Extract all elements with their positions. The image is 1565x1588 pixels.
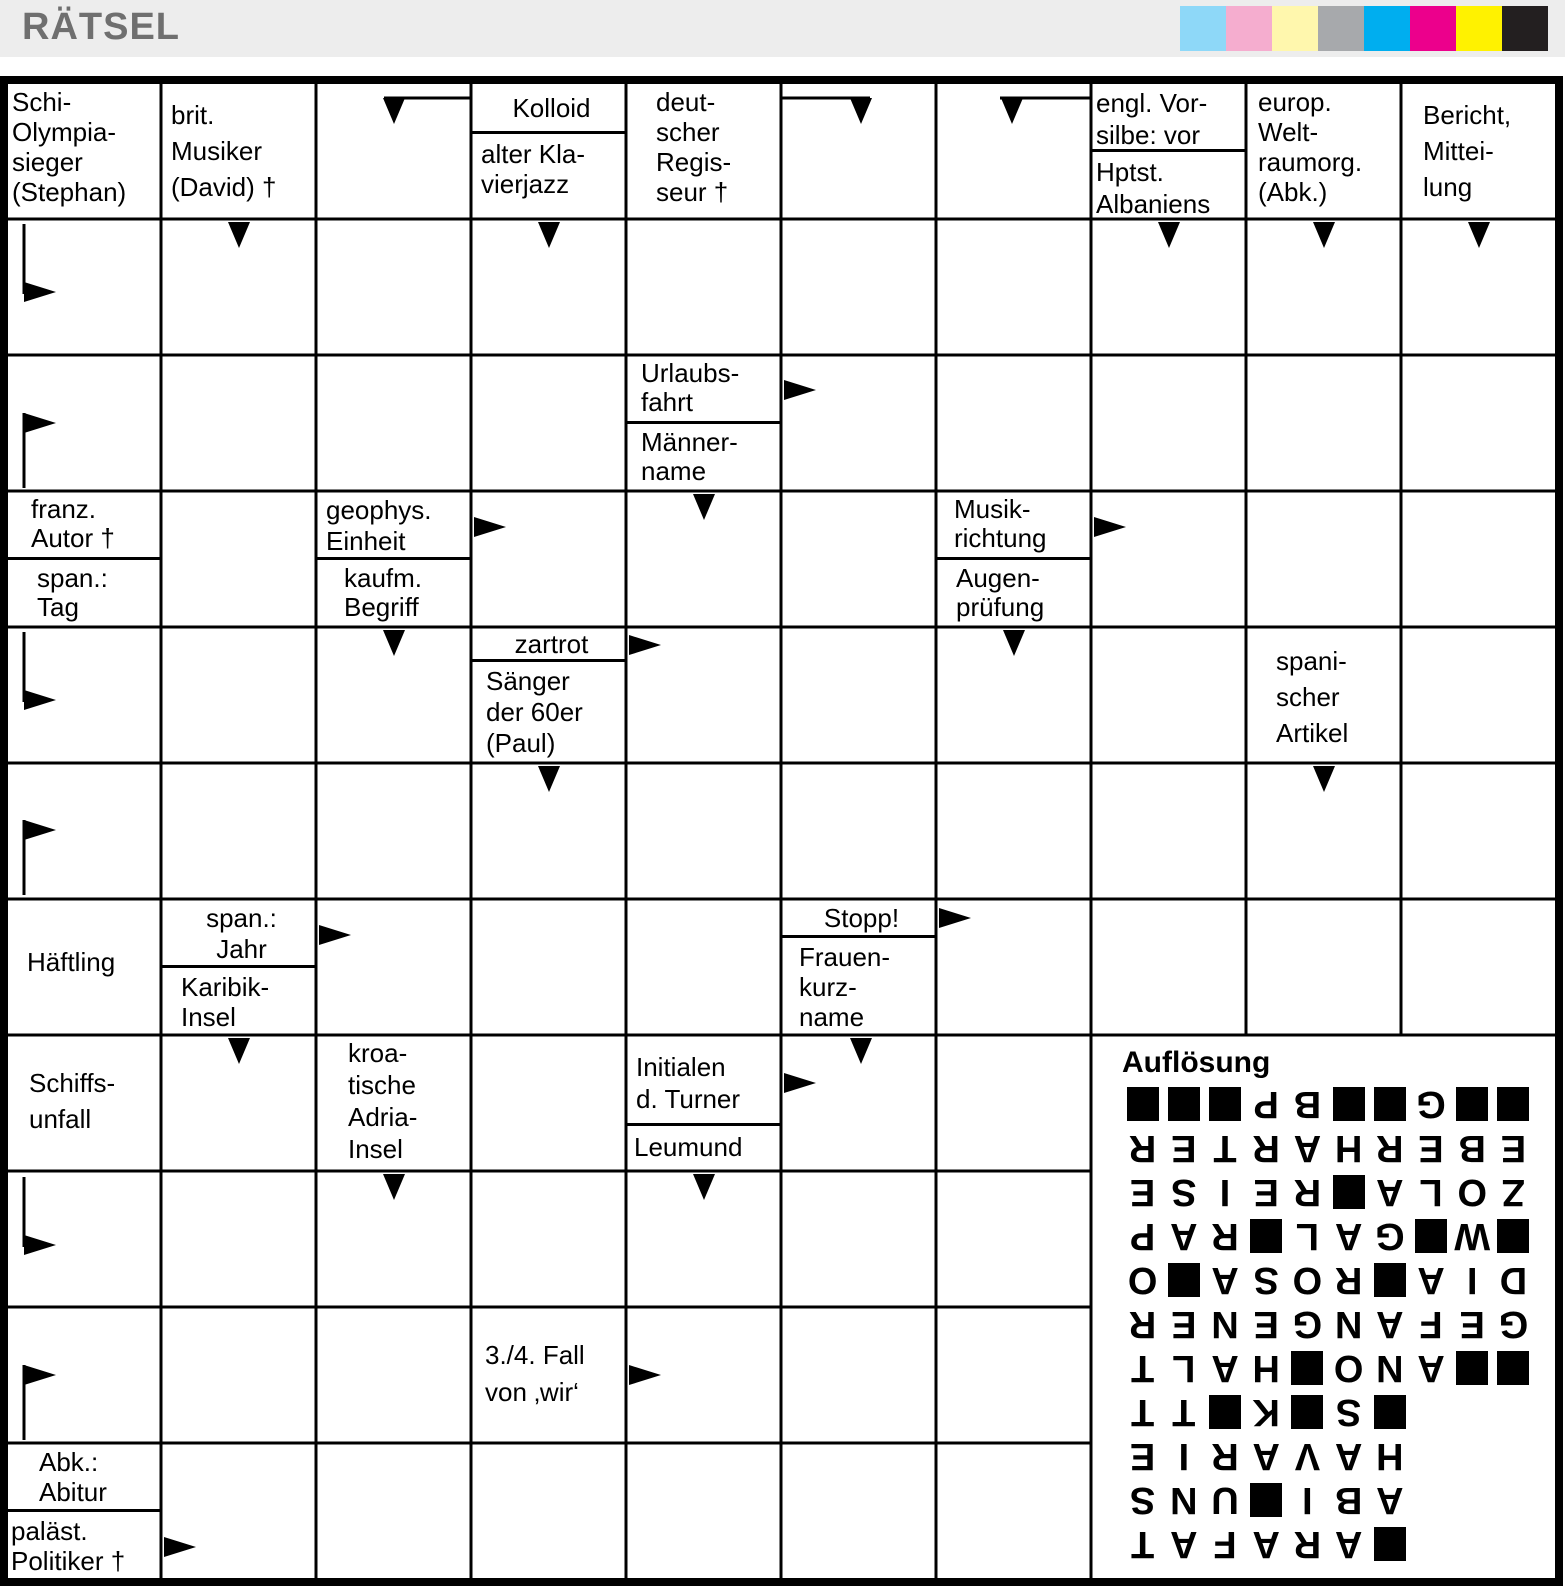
solution-letter: E bbox=[1129, 1435, 1156, 1478]
arrow-right-icon bbox=[784, 380, 816, 400]
solution-letter: K bbox=[1252, 1391, 1280, 1434]
solution-block-fill bbox=[1209, 1395, 1241, 1429]
solution-block-fill bbox=[1333, 1175, 1365, 1209]
clue-c4_7a: Initialen d. Turner bbox=[636, 1052, 741, 1114]
clue-c4_2a: Urlaubs- fahrt bbox=[641, 359, 740, 417]
solution-block-fill bbox=[1374, 1263, 1406, 1297]
solution-letter: N bbox=[1334, 1303, 1363, 1346]
solution-letter: A bbox=[1376, 1171, 1404, 1214]
solution-row bbox=[1122, 1522, 1534, 1566]
solution-letter: O bbox=[1333, 1347, 1364, 1390]
arrow-down-icon bbox=[538, 222, 560, 248]
solution-block bbox=[1246, 1478, 1287, 1522]
solution-block bbox=[1452, 1346, 1493, 1390]
solution-row bbox=[1122, 1346, 1534, 1390]
solution-empty bbox=[1452, 1390, 1493, 1434]
solution-letter: Z bbox=[1501, 1171, 1526, 1214]
solution-letter: P bbox=[1253, 1083, 1279, 1126]
arrow-right-icon bbox=[1094, 517, 1126, 537]
arrow-down-right-icon bbox=[24, 690, 56, 710]
solution-letter: E bbox=[1459, 1303, 1485, 1346]
solution-letter: G bbox=[1498, 1303, 1529, 1346]
solution-block-fill bbox=[1291, 1351, 1323, 1385]
clue-c3_0a: Kolloid bbox=[512, 93, 591, 123]
solution-letter: D bbox=[1499, 1259, 1528, 1302]
solution-block bbox=[1204, 1390, 1245, 1434]
solution-letter: A bbox=[1376, 1479, 1404, 1522]
solution-letter: T bbox=[1213, 1127, 1237, 1170]
solution-letter: T bbox=[1130, 1523, 1155, 1566]
solution-letter: E bbox=[1500, 1127, 1527, 1170]
arrow-right-down-icon bbox=[850, 98, 872, 124]
clue-c7_0a: engl. Vor- silbe: vor bbox=[1096, 88, 1208, 149]
solution-letter: E bbox=[1418, 1127, 1444, 1170]
solution-block-fill bbox=[1333, 1087, 1365, 1121]
clue-c8_0: europ. Welt- raumorg. (Abk.) bbox=[1258, 87, 1363, 207]
solution-letter: L bbox=[1295, 1215, 1319, 1258]
arrow-down-icon bbox=[1003, 630, 1025, 656]
solution-title: Auflösung bbox=[1122, 1046, 1271, 1079]
solution-letter: P bbox=[1129, 1215, 1156, 1258]
clue-c3_4b: Sänger der 60er (Paul) bbox=[486, 666, 583, 758]
arrow-down-icon bbox=[850, 1038, 872, 1064]
clue-c8_4: spani- scher Artikel bbox=[1276, 646, 1349, 748]
solution-letter: B bbox=[1334, 1479, 1363, 1522]
arrow-down-icon bbox=[693, 1174, 715, 1200]
solution-block-fill bbox=[1497, 1087, 1529, 1121]
solution-letter: A bbox=[1334, 1215, 1363, 1258]
arrow-down-icon bbox=[538, 766, 560, 792]
arrow-down-icon bbox=[1313, 766, 1335, 792]
solution-letter: F bbox=[1419, 1303, 1443, 1346]
clue-c5_6a: Stopp! bbox=[823, 903, 900, 933]
arrow-right-icon bbox=[629, 1365, 661, 1385]
solution-empty bbox=[1410, 1522, 1451, 1566]
clue-c1_6b: Karibik- Insel bbox=[181, 972, 270, 1032]
solution-letter: O bbox=[1127, 1259, 1158, 1302]
arrow-right-icon bbox=[474, 517, 506, 537]
solution-empty bbox=[1410, 1478, 1451, 1522]
arrow-down-icon bbox=[1468, 222, 1490, 248]
solution-letter: A bbox=[1334, 1435, 1363, 1478]
solution-letter: A bbox=[1417, 1347, 1445, 1390]
solution-letter: H bbox=[1334, 1127, 1363, 1170]
solution-letter: R bbox=[1293, 1523, 1322, 1566]
solution-letter: R bbox=[1334, 1259, 1363, 1302]
clue-c0_10b: paläst. Politiker † bbox=[11, 1516, 126, 1576]
solution-block bbox=[1163, 1258, 1204, 1302]
clue-divider bbox=[626, 1123, 781, 1126]
clue-divider bbox=[1091, 149, 1246, 152]
solution-letter: I bbox=[1219, 1171, 1231, 1214]
clue-divider bbox=[7, 1509, 162, 1512]
clue-c4_0: deut- scher Regis- seur † bbox=[656, 87, 732, 207]
solution-letter: A bbox=[1252, 1523, 1280, 1566]
solution-letter: E bbox=[1171, 1303, 1197, 1346]
arrow-down-icon bbox=[693, 494, 715, 520]
solution-grid bbox=[1122, 1085, 1534, 1566]
clue-c1_6a: span.: Jahr bbox=[206, 903, 277, 964]
solution-letter: U bbox=[1211, 1479, 1239, 1522]
solution-letter: I bbox=[1178, 1435, 1190, 1478]
clue-divider bbox=[161, 965, 316, 968]
solution-block bbox=[1328, 1082, 1369, 1126]
solution-empty bbox=[1493, 1522, 1534, 1566]
solution-letter: T bbox=[1172, 1391, 1196, 1434]
solution-row bbox=[1122, 1390, 1534, 1434]
solution-letter: O bbox=[1457, 1171, 1487, 1214]
clue-c0_3a: franz. Autor † bbox=[31, 495, 115, 553]
solution-letter: G bbox=[1416, 1083, 1446, 1126]
solution-letter: T bbox=[1130, 1347, 1155, 1390]
clue-c0_0: Schi- Olympia- sieger (Stephan) bbox=[12, 87, 127, 207]
solution-empty bbox=[1452, 1522, 1493, 1566]
solution-letter: A bbox=[1417, 1259, 1445, 1302]
clue-c4_7b: Leumund bbox=[634, 1132, 743, 1162]
solution-letter: A bbox=[1252, 1435, 1280, 1478]
solution-letter: N bbox=[1170, 1479, 1198, 1522]
clue-c6_3b: Augen- prüfung bbox=[956, 564, 1045, 622]
solution-letter: I bbox=[1466, 1259, 1478, 1302]
clue-c0_10a: Abk.: Abitur bbox=[39, 1447, 107, 1507]
solution-block bbox=[1493, 1082, 1534, 1126]
clue-divider bbox=[626, 421, 781, 424]
solution-letter: A bbox=[1334, 1523, 1363, 1566]
clue-divider bbox=[7, 557, 162, 560]
solution-block-fill bbox=[1374, 1527, 1406, 1561]
solution-empty bbox=[1410, 1390, 1451, 1434]
solution-block bbox=[1369, 1390, 1410, 1434]
arrow-down-icon bbox=[228, 222, 250, 248]
solution-letter: H bbox=[1376, 1435, 1404, 1478]
clue-c0_6: Häftling bbox=[27, 947, 116, 977]
solution-letter: W bbox=[1454, 1215, 1491, 1258]
solution-row bbox=[1122, 1126, 1534, 1170]
solution-block-fill bbox=[1374, 1395, 1406, 1429]
page-title: RÄTSEL bbox=[22, 6, 180, 48]
arrow-down-icon bbox=[383, 630, 405, 656]
clue-c1_0: brit. Musiker (David) † bbox=[171, 100, 277, 202]
arrow-right-icon bbox=[319, 925, 351, 945]
solution-empty bbox=[1493, 1434, 1534, 1478]
clue-divider bbox=[471, 131, 626, 134]
clue-divider bbox=[936, 557, 1091, 560]
clue-c3_4a: zartrot bbox=[514, 629, 589, 659]
solution-row bbox=[1122, 1478, 1534, 1522]
arrow-right-down-icon bbox=[383, 98, 405, 124]
clue-c6_3a: Musik- richtung bbox=[954, 495, 1047, 553]
arrow-down-icon bbox=[228, 1038, 250, 1064]
clue-c4_2b: Männer- name bbox=[641, 428, 738, 486]
solution-empty bbox=[1410, 1434, 1451, 1478]
clue-divider bbox=[781, 935, 936, 938]
solution-letter: N bbox=[1376, 1347, 1404, 1390]
solution-letter: A bbox=[1211, 1347, 1239, 1390]
solution-block bbox=[1204, 1082, 1245, 1126]
arrow-right-icon bbox=[939, 908, 971, 928]
solution-letter: R bbox=[1252, 1127, 1280, 1170]
solution-letter: A bbox=[1170, 1523, 1198, 1566]
solution-row bbox=[1122, 1434, 1534, 1478]
clue-c3_0b: alter Kla- vierjazz bbox=[481, 139, 586, 199]
solution-block bbox=[1493, 1346, 1534, 1390]
clue-c0_3b: span.: Tag bbox=[37, 564, 108, 622]
solution-block-fill bbox=[1209, 1087, 1241, 1121]
clue-c7_0b: Hptst. Albaniens bbox=[1096, 157, 1211, 219]
solution-letter: H bbox=[1252, 1347, 1280, 1390]
solution-block-fill bbox=[1291, 1395, 1323, 1429]
solution-block-fill bbox=[1374, 1087, 1406, 1121]
solution-row bbox=[1122, 1214, 1534, 1258]
clue-c3_9: 3./4. Fall von ‚wir‘ bbox=[485, 1340, 585, 1407]
solution-block-fill bbox=[1250, 1219, 1282, 1253]
clue-c0_7: Schiffs- unfall bbox=[29, 1068, 116, 1134]
solution-letter: E bbox=[1129, 1171, 1156, 1214]
solution-block-fill bbox=[1415, 1219, 1447, 1253]
solution-block bbox=[1369, 1522, 1410, 1566]
solution-letter: R bbox=[1211, 1215, 1239, 1258]
solution-letter: E bbox=[1253, 1171, 1279, 1214]
solution-empty bbox=[1452, 1434, 1493, 1478]
solution-letter: N bbox=[1211, 1303, 1239, 1346]
solution-letter: L bbox=[1419, 1171, 1443, 1214]
solution-block bbox=[1287, 1390, 1328, 1434]
arrow-right-down-icon bbox=[24, 413, 56, 433]
solution-block bbox=[1163, 1082, 1204, 1126]
arrow-down-icon bbox=[383, 1174, 405, 1200]
solution-letter: R bbox=[1293, 1171, 1322, 1214]
solution-block-fill bbox=[1456, 1351, 1488, 1385]
arrow-down-icon bbox=[1313, 222, 1335, 248]
solution-block-fill bbox=[1497, 1219, 1529, 1253]
solution-empty bbox=[1493, 1390, 1534, 1434]
arrow-right-icon bbox=[629, 635, 661, 655]
solution-letter: S bbox=[1129, 1479, 1156, 1522]
clue-c5_6b: Frauen- kurz- name bbox=[799, 942, 891, 1032]
arrow-right-down-icon bbox=[24, 1365, 56, 1385]
solution-block bbox=[1122, 1082, 1163, 1126]
solution-block-fill bbox=[1168, 1263, 1200, 1297]
solution-letter: L bbox=[1172, 1347, 1196, 1390]
arrow-down-right-icon bbox=[24, 282, 56, 302]
solution-row bbox=[1122, 1082, 1534, 1126]
arrow-down-right-icon bbox=[24, 1235, 56, 1255]
solution-letter: B bbox=[1458, 1127, 1486, 1170]
clue-c2_7: kroa- tische Adria- Insel bbox=[348, 1038, 418, 1164]
solution-block bbox=[1369, 1258, 1410, 1302]
solution-block bbox=[1246, 1214, 1287, 1258]
solution-letter: A bbox=[1293, 1127, 1322, 1170]
solution-letter: S bbox=[1335, 1391, 1362, 1434]
solution-letter: T bbox=[1130, 1391, 1155, 1434]
solution-block bbox=[1493, 1214, 1534, 1258]
solution-block-fill bbox=[1250, 1483, 1282, 1517]
solution-letter: I bbox=[1302, 1479, 1313, 1522]
solution-empty bbox=[1493, 1478, 1534, 1522]
solution-letter: A bbox=[1211, 1259, 1239, 1302]
arrow-right-down-icon bbox=[1001, 98, 1023, 124]
clue-divider bbox=[316, 557, 471, 560]
solution-letter: A bbox=[1170, 1215, 1198, 1258]
solution-letter: V bbox=[1294, 1435, 1321, 1478]
arrow-right-icon bbox=[164, 1537, 196, 1557]
solution-letter: G bbox=[1375, 1215, 1405, 1258]
solution-block-fill bbox=[1127, 1087, 1159, 1121]
solution-letter: G bbox=[1292, 1303, 1323, 1346]
solution-block-fill bbox=[1456, 1087, 1488, 1121]
solution-row bbox=[1122, 1258, 1534, 1302]
clue-c2_3a: geophys. Einheit bbox=[326, 495, 432, 556]
solution-block bbox=[1369, 1082, 1410, 1126]
solution-letter: S bbox=[1253, 1259, 1279, 1302]
solution-block bbox=[1452, 1082, 1493, 1126]
solution-letter: E bbox=[1253, 1303, 1279, 1346]
solution-block bbox=[1328, 1170, 1369, 1214]
solution-block bbox=[1287, 1346, 1328, 1390]
arrow-down-icon bbox=[1158, 222, 1180, 248]
solution-letter: S bbox=[1171, 1171, 1197, 1214]
solution-row bbox=[1122, 1302, 1534, 1346]
solution-block-fill bbox=[1168, 1087, 1200, 1121]
solution-empty bbox=[1452, 1478, 1493, 1522]
arrow-right-down-icon bbox=[24, 820, 56, 840]
solution-letter: O bbox=[1292, 1259, 1323, 1302]
solution-letter: A bbox=[1376, 1303, 1404, 1346]
solution-letter: R bbox=[1376, 1127, 1404, 1170]
arrow-right-icon bbox=[784, 1073, 816, 1093]
solution-letter: R bbox=[1128, 1127, 1157, 1170]
clue-c2_3b: kaufm. Begriff bbox=[344, 564, 423, 622]
solution-block bbox=[1410, 1214, 1451, 1258]
solution-block-fill bbox=[1497, 1351, 1529, 1385]
solution-letter: R bbox=[1211, 1435, 1239, 1478]
solution-letter: B bbox=[1293, 1083, 1322, 1126]
solution-row bbox=[1122, 1170, 1534, 1214]
solution-letter: E bbox=[1171, 1127, 1197, 1170]
clue-c9_0: Bericht, Mittei- lung bbox=[1423, 100, 1512, 202]
solution-letter: R bbox=[1128, 1303, 1157, 1346]
solution-letter: F bbox=[1213, 1523, 1237, 1566]
clue-divider bbox=[471, 659, 626, 662]
